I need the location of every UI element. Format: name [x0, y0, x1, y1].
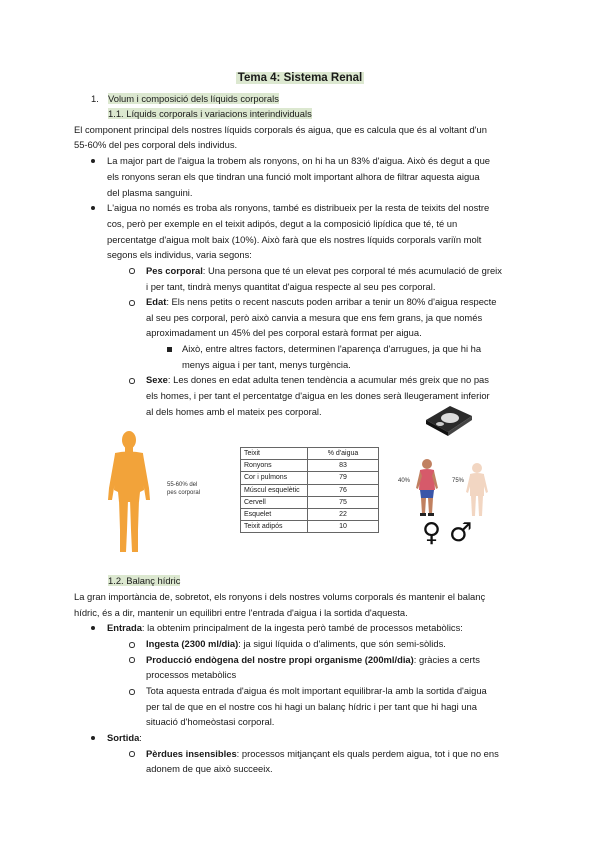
entrada-line: Entrada: la obtenim principalment de la ingesta però també de processos metabòlics:	[107, 622, 463, 633]
table-row: Esquelet 22	[241, 509, 379, 521]
edat-line: al seu pes corporal, però això canvia a mesura que ens fem grans, ja que només	[146, 312, 483, 323]
pes-line: Pes corporal: Una persona que té un elevat pes corporal té més acumulació de greix	[146, 265, 502, 276]
edat-line: aproximadament un 45% del pes corporal estarà format per aigua.	[146, 327, 422, 338]
sexe-line: Sexe: Les dones en edat adulta tenen tendència a acumular més greix que no pas	[146, 374, 489, 385]
bullet-text: L'aigua no només es troba als ronyons, també es distribueix per la resta de teixits del nostre	[107, 202, 490, 213]
sortida-line: Sortida:	[107, 732, 142, 743]
bullet-text: La major part de l'aigua la trobem als ronyons, on hi ha un 83% d'aigua. Això és degut a que	[107, 155, 490, 166]
edat-sub-line: Això, entre altres factors, determinen l'aparença d'arrugues, ja que hi ha	[182, 343, 482, 354]
pes-line: i per tant, tindrà menys quantitat d'aigua respecte al seu pes corporal.	[146, 281, 436, 292]
table-row: Ronyons 83	[241, 460, 379, 472]
produccio-line: processos metabòlics	[146, 669, 237, 680]
bullet	[91, 159, 95, 163]
bullet-text: els ronyons seran els que tindran una funció molt important alhora de filtrar aquesta aigua	[107, 171, 480, 182]
intro-line: 55-60% del pes corporal dels individus.	[74, 139, 238, 150]
female-symbol: ♀	[422, 518, 442, 548]
female-percent: 40%	[398, 478, 411, 484]
sexe-line: els homes, i per tant el percentatge d'aigua en les dones serà lleugerament inferior	[146, 390, 490, 401]
perdues-line: adonem de que això succeeix.	[146, 763, 273, 774]
tota-line: Tota aquesta entrada d'aigua és molt important equilibrar-la amb la sortida d'aigua	[146, 685, 487, 696]
male-figure-illustration	[464, 462, 490, 518]
sexe-line: al dels homes amb el mateix pes corporal.	[146, 406, 322, 417]
section-heading: 1. Volum i composició dels líquids corporals	[91, 93, 279, 104]
sub-bullet	[129, 689, 135, 695]
bullet	[91, 626, 95, 630]
tota-line: per tal de que en el nostre cos hi hagi un balanç hídric i per tant que hi hagi una	[146, 701, 477, 712]
bullet-text: del plasma sanguini.	[107, 187, 193, 198]
intro-line: El component principal dels nostres líquids corporals és aigua, que es calcula que és al voltant d'un	[74, 124, 487, 135]
edat-line: Edat: Els nens petits o recent nascuts poden arribar a tenir un 80% d'aigua respecte	[146, 296, 497, 307]
body-silhouette-illustration	[104, 430, 154, 557]
subsection-heading: 1.2. Balanç hídric	[108, 575, 181, 586]
ingesta-line: Ingesta (2300 ml/dia): ja sigui líquida o d'aliments, que són semi-sòlids.	[146, 638, 446, 649]
subsection-heading: 1.1. Líquids corporals i variacions interindividuals	[108, 108, 312, 119]
table-header-row: Teixit % d'aigua	[241, 448, 379, 460]
bullet-text: cos, però per exemple en el teixit adipós, degut a la composició lipídica que té, té un	[107, 218, 458, 229]
male-symbol: ♂	[449, 518, 473, 548]
table-row: Múscul esquelètic 76	[241, 484, 379, 496]
bullet-text: percentatge d'aigua molt baix (10%). Això farà que els nostres líquids corporals variïn molt	[107, 234, 482, 245]
male-percent: 75%	[452, 478, 465, 484]
perdues-line: Pèrdues insensibles: processos mitjançant els quals perdem aigua, tot i que no ens	[146, 748, 499, 759]
table-row: Cor i pulmons 79	[241, 472, 379, 484]
water-table	[240, 447, 379, 533]
balance-line: La gran importància de, sobretot, els ronyons i dels nostres volums corporals és mantenir el balanç	[74, 591, 486, 602]
bullet	[91, 206, 95, 210]
sub-bullet	[129, 751, 135, 757]
table-row: Teixit adipós 10	[241, 521, 379, 533]
sub-bullet	[129, 300, 135, 306]
sub-bullet	[129, 642, 135, 648]
produccio-line: Producció endògena del nostre propi organisme (200ml/dia): gràcies a certs	[146, 654, 480, 665]
tota-line: situació d'homeòstasi corporal.	[146, 716, 275, 727]
scale-illustration	[420, 402, 476, 438]
sub-bullet	[129, 378, 135, 384]
sub-sub-bullet	[167, 347, 172, 352]
balance-line: hídric, és a dir, mantenir un equilibri entre l'entrada d'aigua i la sortida d'aquesta.	[74, 607, 408, 618]
table-row: Cervell 75	[241, 496, 379, 508]
female-figure-illustration	[414, 458, 440, 518]
bullet	[91, 736, 95, 740]
sub-bullet	[129, 268, 135, 274]
bullet-text: segons els individus, varia segons:	[107, 249, 252, 260]
page-title: Tema 4: Sistema Renal	[237, 72, 363, 84]
body-label: 55-60% del pes corporal	[167, 482, 201, 496]
edat-sub-line: menys aigua i per tant, menys turgència.	[182, 359, 351, 370]
sub-bullet	[129, 657, 135, 663]
